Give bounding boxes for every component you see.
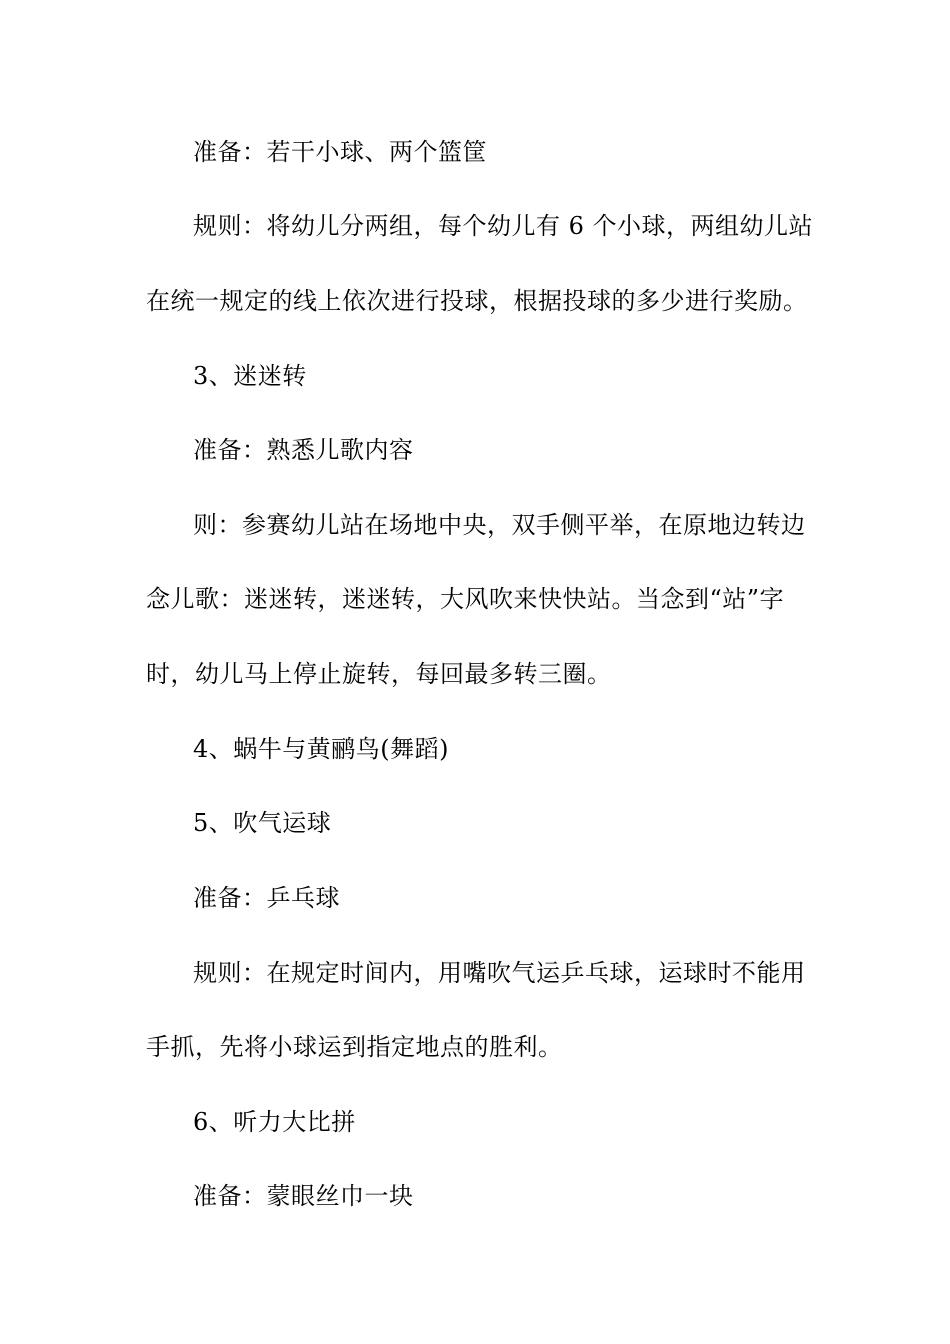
section-heading: 3、迷迷转 (193, 362, 307, 390)
section-heading: 5、吹气运球 (193, 809, 332, 837)
paragraph-line: 手抓，先将小球运到指定地点的胜利。 (146, 1033, 563, 1061)
paragraph-line: 准备：若干小球、两个篮筐 (193, 138, 487, 166)
paragraph-line: 规则：在规定时间内，用嘴吹气运乒乓球，运球时不能用 (193, 959, 806, 987)
section-heading: 6、听力大比拼 (193, 1108, 356, 1136)
paragraph-line: 念儿歌：迷迷转，迷迷转，大风吹来快快站。当念到“站”字 (146, 585, 785, 613)
paragraph-line: 准备：乒乓球 (193, 884, 340, 912)
paragraph-line: 则：参赛幼儿站在场地中央，双手侧平举，在原地边转边 (193, 511, 806, 539)
paragraph-line: 准备：熟悉儿歌内容 (193, 436, 414, 464)
paragraph-line: 时，幼儿马上停止旋转，每回最多转三圈。 (146, 660, 612, 688)
paragraph-line: 在统一规定的线上依次进行投球，根据投球的多少进行奖励。 (146, 287, 808, 315)
paragraph-line: 准备：蒙眼丝巾一块 (193, 1182, 414, 1210)
paragraph-line: 规则：将幼儿分两组，每个幼儿有 6 个小球，两组幼儿站 (193, 212, 814, 240)
section-heading: 4、蜗牛与黄鹂鸟(舞蹈) (193, 735, 449, 763)
